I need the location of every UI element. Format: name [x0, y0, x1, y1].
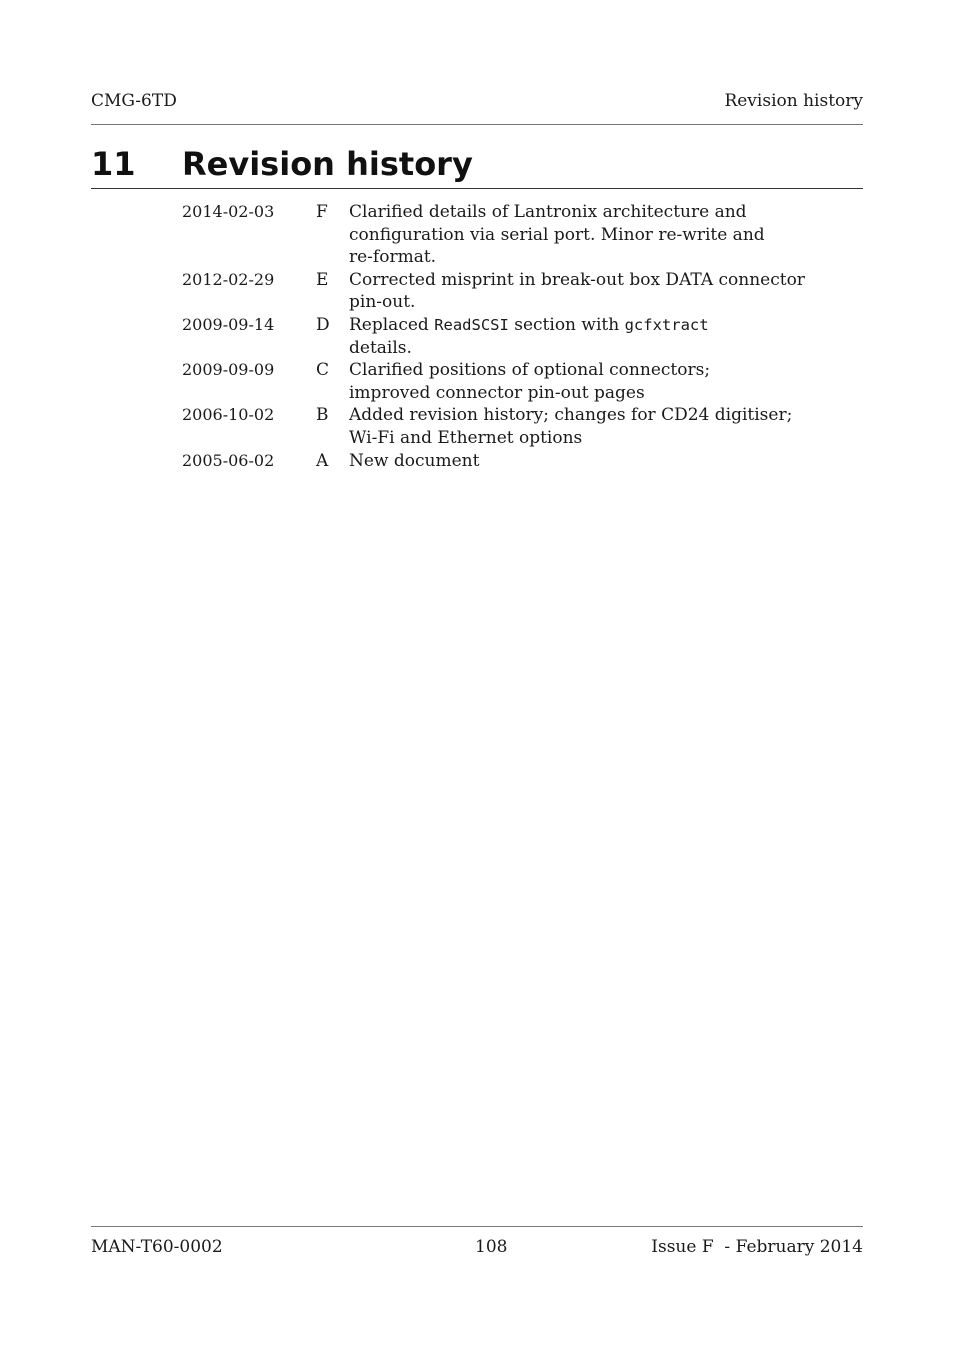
revision-date: 2012-02-29: [182, 269, 275, 289]
description-line: Added revision history; changes for CD24 digitiser;: [349, 405, 793, 426]
description-line: pin-out.: [349, 292, 416, 313]
revision-date: 2014-02-03: [182, 202, 275, 221]
description-text: section with: [508, 314, 625, 335]
revision-description: [349, 269, 819, 314]
revision-description: [349, 201, 819, 269]
revision-issue: D: [316, 314, 330, 335]
revision-description: [349, 404, 819, 449]
revision-issue: B: [316, 405, 329, 426]
revision-date: 2006-10-02: [182, 405, 275, 425]
description-text: Replaced: [349, 314, 435, 335]
chapter-heading: [91, 143, 863, 189]
revision-table: [182, 201, 832, 472]
revision-issue: E: [316, 269, 329, 290]
header-section-name: Revision history: [724, 91, 863, 111]
revision-row: [182, 359, 832, 404]
description-line: improved connector pin-out pages: [349, 382, 645, 403]
revision-issue: F: [316, 202, 328, 222]
revision-row: [182, 314, 832, 359]
revision-issue: A: [316, 450, 329, 471]
revision-date: 2009-09-14: [182, 314, 275, 334]
code-gcfxtract: gcfxtract: [624, 315, 709, 334]
page-footer: [91, 1226, 863, 1267]
description-line: Clarified positions of optional connectors;: [349, 360, 711, 381]
description-line: configuration via serial port. Minor re-write and: [349, 224, 765, 245]
description-line: details.: [349, 337, 412, 358]
revision-issue: C: [316, 360, 330, 381]
description-line: re-format.: [349, 247, 437, 268]
revision-row: [182, 404, 832, 449]
revision-description: [349, 450, 819, 473]
revision-description: [349, 314, 819, 359]
header-document-name: CMG-6TD: [91, 91, 177, 111]
page-header: [91, 88, 863, 125]
description-line: [349, 314, 819, 337]
description-line: Wi-Fi and Ethernet options: [349, 427, 583, 448]
revision-date: 2009-09-09: [182, 360, 275, 380]
footer-page-number: 108: [475, 1237, 508, 1257]
revision-description: [349, 359, 819, 404]
description-line: Clarified details of Lantronix architecture and: [349, 202, 747, 222]
footer-document-id: MAN-T60-0002: [91, 1237, 223, 1257]
code-readscsi: ReadSCSI: [434, 315, 509, 334]
chapter-title: Revision history: [182, 145, 473, 183]
description-line: Corrected misprint in break-out box DATA connector: [349, 269, 805, 290]
revision-date: 2005-06-02: [182, 450, 275, 470]
footer-issue-date: Issue F - February 2014: [651, 1237, 863, 1257]
description-line: New document: [349, 450, 480, 471]
revision-row: [182, 201, 832, 269]
revision-row: [182, 269, 832, 314]
revision-row: [182, 450, 832, 473]
chapter-number: 11: [91, 145, 136, 183]
